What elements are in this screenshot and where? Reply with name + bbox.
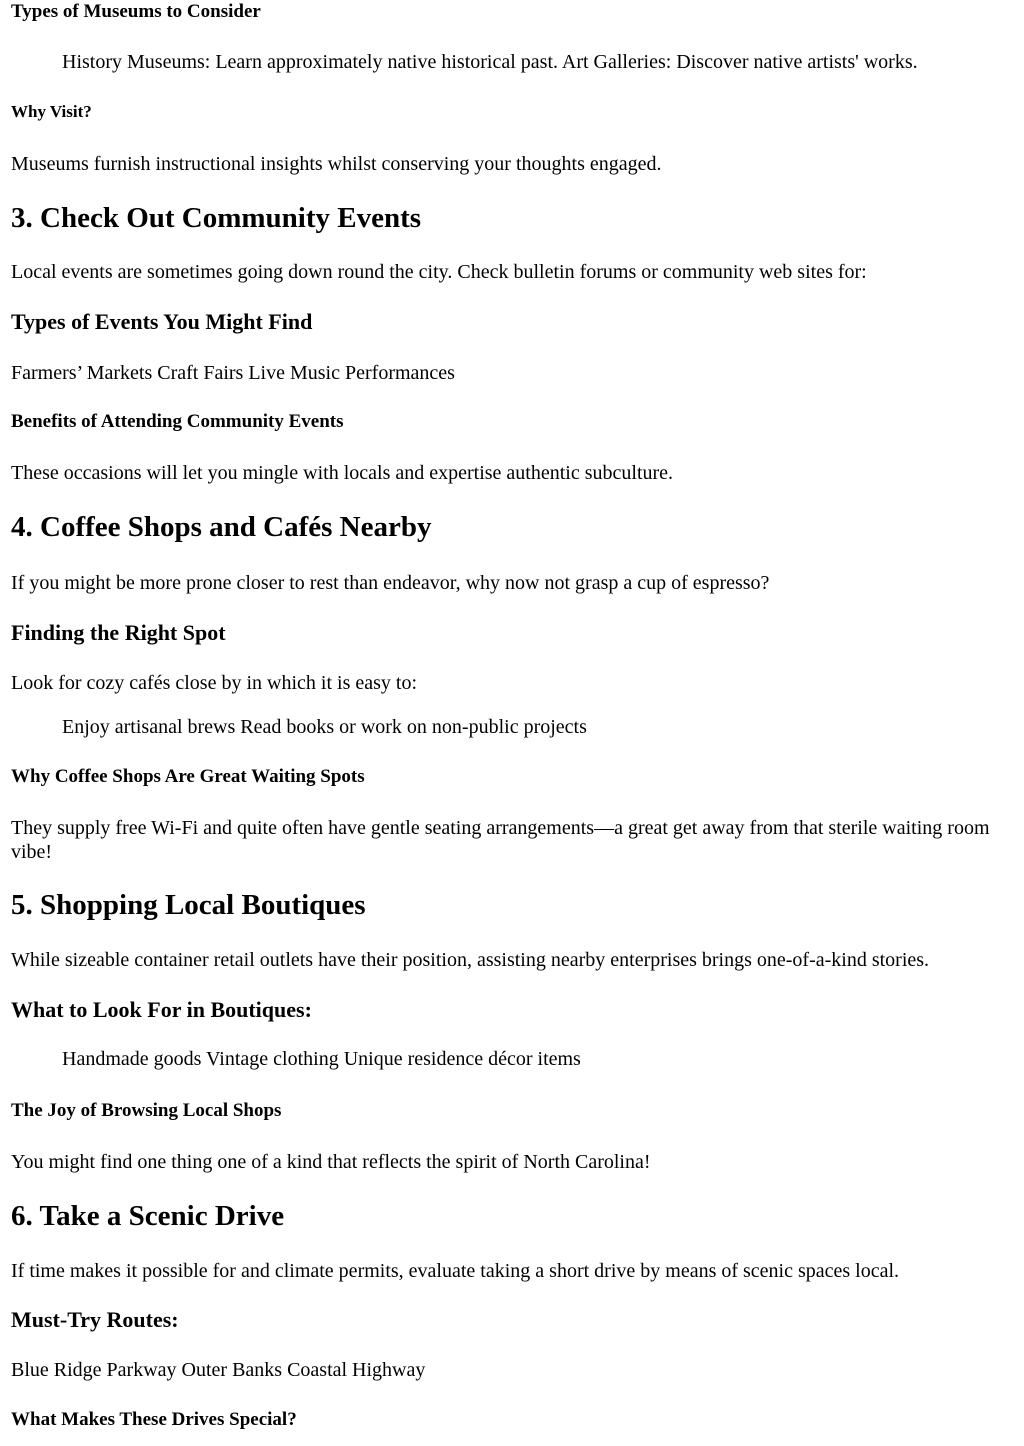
event-benefits-heading: Benefits of Attending Community Events (11, 411, 344, 432)
boutiques-joy-heading: The Joy of Browsing Local Shops (11, 1100, 282, 1121)
community-events-heading: 3. Check Out Community Events (11, 202, 422, 234)
coffee-shops-intro: If you might be more prone closer to rest than endeavor, why now not grasp a cup of espresso? (11, 572, 770, 594)
museum-types-list: History Museums: Learn approximately native historical past. Art Galleries: Discover native artists' works. (62, 51, 918, 73)
scenic-drive-heading: 6. Take a Scenic Drive (11, 1200, 285, 1232)
boutiques-intro: While sizeable container retail outlets have their position, assisting nearby enterprises brings one-of-a-kind stories. (11, 949, 930, 971)
why-visit-heading: Why Visit? (11, 102, 92, 121)
finding-spot-heading: Finding the Right Spot (11, 620, 226, 645)
event-types-heading: Types of Events You Might Find (11, 309, 313, 334)
finding-spot-text: Look for cozy cafés close by in which it is easy to: (11, 672, 417, 694)
boutiques-joy-text: You might find one thing one of a kind that reflects the spirit of North Carolina! (11, 1151, 651, 1173)
boutiques-look-heading: What to Look For in Boutiques: (11, 997, 312, 1022)
scenic-routes-heading: Must-Try Routes: (11, 1307, 179, 1332)
event-types-list: Farmers’ Markets Craft Fairs Live Music Performances (11, 362, 455, 384)
finding-spot-list: Enjoy artisanal brews Read books or work on non-public projects (62, 716, 587, 738)
coffee-shops-heading: 4. Coffee Shops and Cafés Nearby (11, 511, 432, 543)
boutiques-heading: 5. Shopping Local Boutiques (11, 889, 366, 921)
coffee-why-heading: Why Coffee Shops Are Great Waiting Spots (11, 766, 365, 787)
event-benefits-text: These occasions will let you mingle with locals and expertise authentic subculture. (11, 462, 674, 484)
scenic-routes-list: Blue Ridge Parkway Outer Banks Coastal Highway (11, 1359, 426, 1381)
scenic-drive-intro: If time makes it possible for and climate permits, evaluate taking a short drive by means of scenic spaces local. (11, 1260, 900, 1282)
community-events-intro: Local events are sometimes going down round the city. Check bulletin forums or community web sites for: (11, 261, 867, 283)
drives-special-heading: What Makes These Drives Special? (11, 1409, 297, 1430)
museum-types-heading: Types of Museums to Consider (11, 1, 261, 22)
why-visit-text: Museums furnish instructional insights whilst conserving your thoughts engaged. (11, 153, 662, 175)
boutiques-look-list: Handmade goods Vintage clothing Unique residence décor items (62, 1048, 581, 1070)
coffee-why-text: They supply free Wi-Fi and quite often have gentle seating arrangements—a great get away from that sterile waiting room vibe! (11, 817, 990, 863)
